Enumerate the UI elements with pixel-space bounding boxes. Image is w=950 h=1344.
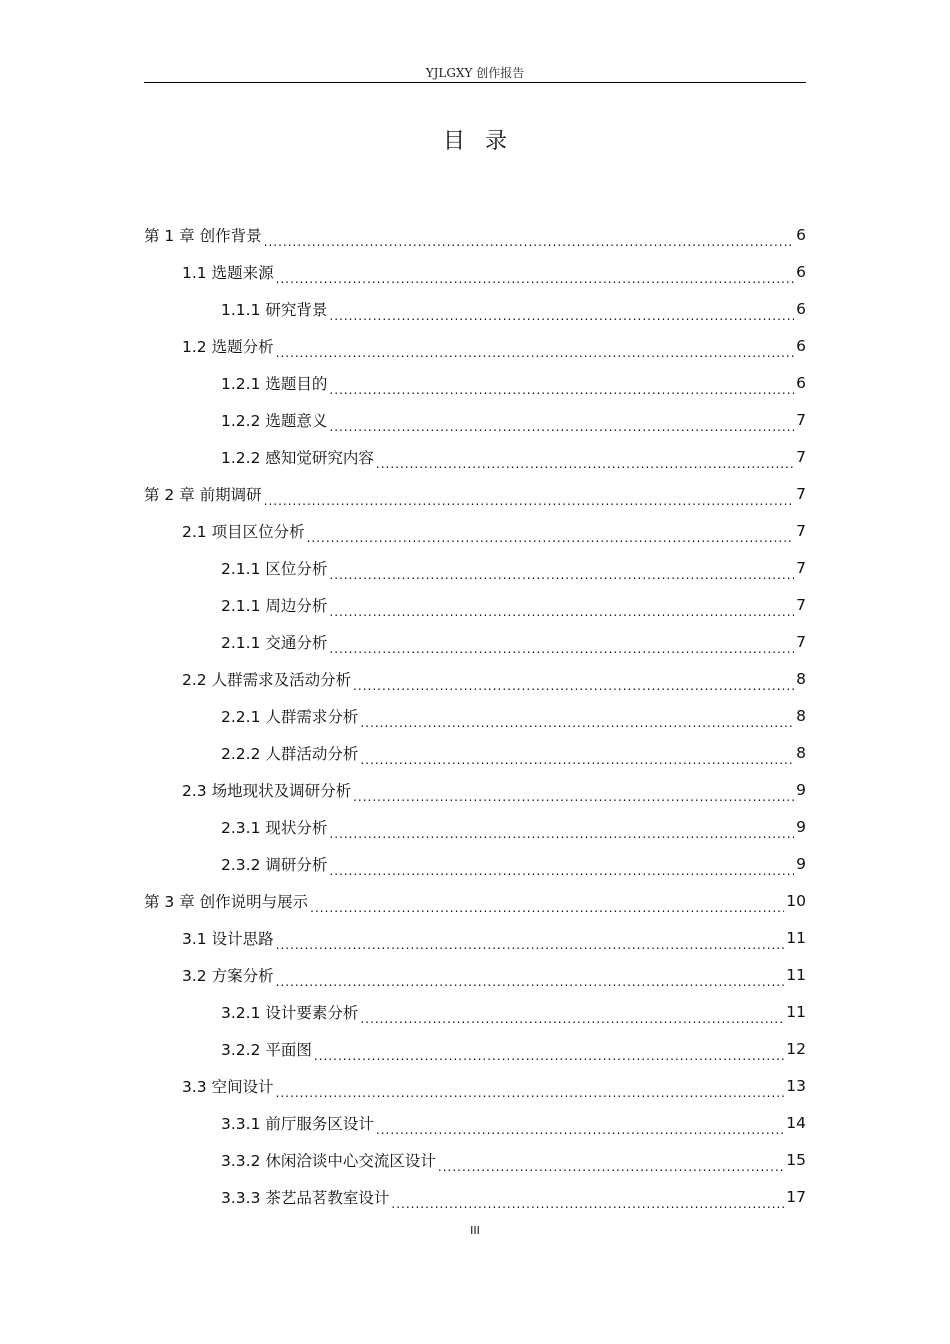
toc-entry-label: 3.3.2 休闲洽谈中心交流区设计 [221,1151,436,1170]
toc-entry[interactable] [144,364,806,401]
dot-leader [276,343,795,357]
toc-entry-label: 第 1 章 创作背景 [144,226,262,245]
toc-entry-page: 6 [796,262,806,281]
toc-entry[interactable] [144,1104,806,1141]
toc-entry-label: 3.1 设计思路 [182,929,274,948]
toc-entry-label: 2.2.1 人群需求分析 [221,707,359,726]
toc-entry-label: 1.1.1 研究背景 [221,300,328,319]
toc-entry-page: 8 [796,669,806,688]
dot-leader [353,787,794,801]
toc-entry-page: 6 [796,299,806,318]
dot-leader [276,935,785,949]
dot-leader [391,1194,784,1208]
toc-entry-label: 2.3.1 现状分析 [221,818,328,837]
toc-entry[interactable] [144,216,806,253]
toc-entry[interactable] [144,438,806,475]
toc-entry-page: 7 [796,447,806,466]
toc-entry-label: 2.1.1 交通分析 [221,633,328,652]
toc-entry-page: 7 [796,595,806,614]
toc-entry-page: 7 [796,484,806,503]
toc-entry-page: 9 [796,817,806,836]
toc-entry-page: 11 [786,1002,806,1021]
toc-entry[interactable] [144,290,806,327]
toc-entry-label: 第 2 章 前期调研 [144,485,262,504]
dot-leader [360,713,794,727]
toc-entry-page: 7 [796,410,806,429]
toc-entry[interactable] [144,401,806,438]
dot-leader [329,417,794,431]
toc-entry[interactable] [144,771,806,808]
toc-entry-label: 2.1 项目区位分析 [182,522,305,541]
toc-entry[interactable] [144,919,806,956]
dot-leader [329,602,794,616]
dot-leader [264,232,794,246]
toc-entry-label: 2.3.2 调研分析 [221,855,328,874]
toc-entry-label: 1.2.2 选题意义 [221,411,328,430]
toc-entry[interactable] [144,1067,806,1104]
dot-leader [329,861,794,875]
toc-entry[interactable] [144,327,806,364]
toc-entry[interactable] [144,512,806,549]
toc-entry-label: 1.2.1 选题目的 [221,374,328,393]
toc-entry-label: 2.2.2 人群活动分析 [221,744,359,763]
page-number: III [470,1224,480,1237]
toc-entry-page: 11 [786,965,806,984]
toc-entry-page: 14 [786,1113,806,1132]
toc-entry-page: 6 [796,225,806,244]
toc-entry-label: 2.3 场地现状及调研分析 [182,781,352,800]
dot-leader [360,1009,784,1023]
dot-leader [353,676,794,690]
dot-leader [314,1046,784,1060]
dot-leader [329,639,794,653]
page-header: YJLGXY 创作报告 [425,66,525,80]
toc-entry-label: 3.2 方案分析 [182,966,274,985]
toc-entry-page: 7 [796,558,806,577]
toc-entry[interactable] [144,1141,806,1178]
toc-entry-label: 3.3 空间设计 [182,1077,274,1096]
dot-leader [310,898,784,912]
toc-entry-page: 13 [786,1076,806,1095]
toc-entry[interactable] [144,623,806,660]
toc-entry-label: 第 3 章 创作说明与展示 [144,892,309,911]
dot-leader [360,750,794,764]
toc-entry[interactable] [144,1178,806,1215]
toc-title: 目录 [442,129,527,154]
toc-entry-page: 9 [796,780,806,799]
dot-leader [376,1120,784,1134]
toc-entry-label: 2.1.1 区位分析 [221,559,328,578]
toc-entry-label: 3.3.1 前厅服务区设计 [221,1114,374,1133]
toc-entry[interactable] [144,1030,806,1067]
dot-leader [276,1083,785,1097]
toc-entry[interactable] [144,697,806,734]
dot-leader [276,972,785,986]
dot-leader [329,306,794,320]
toc-entry-page: 12 [786,1039,806,1058]
dot-leader [329,380,794,394]
toc-entry-label: 1.1 选题来源 [182,263,274,282]
dot-leader [438,1157,784,1171]
header-rule [144,82,806,83]
toc-entry[interactable] [144,475,806,512]
toc-entry[interactable] [144,734,806,771]
dot-leader [329,824,794,838]
toc-entry[interactable] [144,808,806,845]
table-of-contents [144,216,806,1215]
toc-entry[interactable] [144,253,806,290]
toc-entry-label: 3.2.1 设计要素分析 [221,1003,359,1022]
toc-entry-page: 9 [796,854,806,873]
toc-entry-page: 6 [796,373,806,392]
toc-entry[interactable] [144,845,806,882]
toc-entry-page: 7 [796,521,806,540]
dot-leader [376,454,794,468]
toc-entry-label: 3.3.3 茶艺品茗教室设计 [221,1188,390,1207]
toc-entry[interactable] [144,660,806,697]
toc-entry[interactable] [144,549,806,586]
toc-entry-page: 6 [796,336,806,355]
toc-entry[interactable] [144,586,806,623]
toc-entry-label: 2.1.1 周边分析 [221,596,328,615]
toc-entry-label: 3.2.2 平面图 [221,1040,312,1059]
toc-entry[interactable] [144,993,806,1030]
dot-leader [307,528,795,542]
toc-entry-page: 11 [786,928,806,947]
toc-entry-page: 15 [786,1150,806,1169]
dot-leader [276,269,795,283]
toc-entry[interactable] [144,882,806,919]
toc-entry[interactable] [144,956,806,993]
toc-entry-page: 10 [786,891,806,910]
dot-leader [264,491,794,505]
toc-entry-label: 1.2.2 感知觉研究内容 [221,448,374,467]
toc-entry-page: 7 [796,632,806,651]
toc-entry-label: 1.2 选题分析 [182,337,274,356]
toc-entry-label: 2.2 人群需求及活动分析 [182,670,352,689]
toc-entry-page: 8 [796,743,806,762]
toc-entry-page: 8 [796,706,806,725]
dot-leader [329,565,794,579]
toc-entry-page: 17 [786,1187,806,1206]
